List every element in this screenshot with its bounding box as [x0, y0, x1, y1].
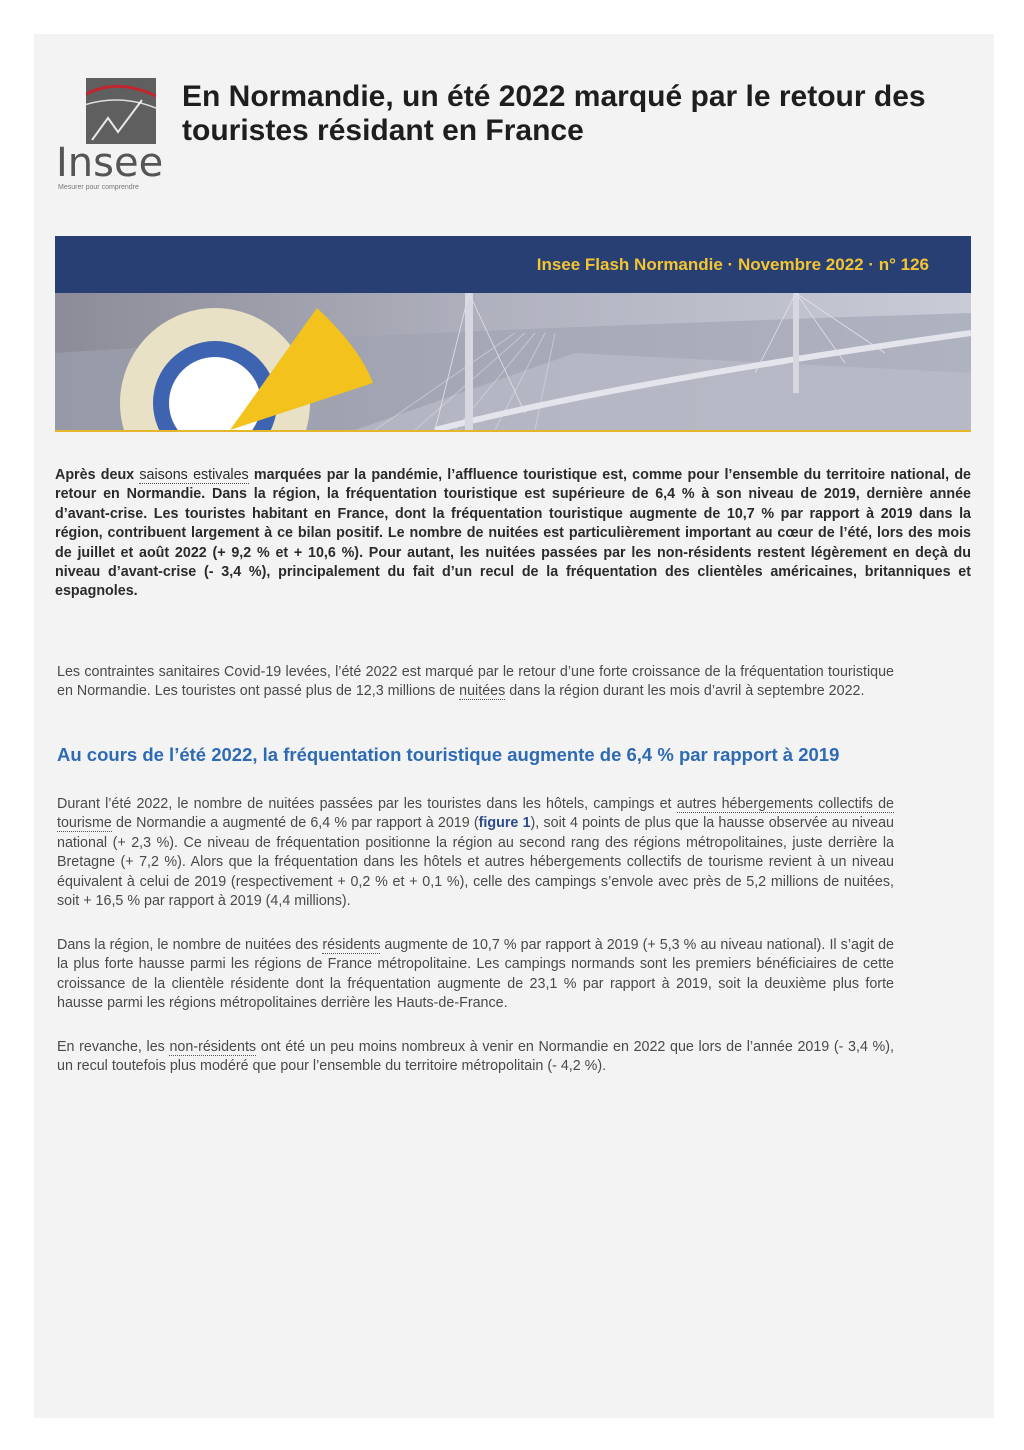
- logo-mark-graphic: [86, 78, 156, 144]
- publication-label: Insee Flash Normandie · Novembre 2022 · n° 126: [536, 255, 929, 274]
- page-title: En Normandie, un été 2022 marqué par le retour des touristes résidant en France: [182, 80, 926, 147]
- paragraph-3: [57, 1038, 894, 1077]
- glossary-link-nuitees[interactable]: nuitées: [459, 683, 506, 700]
- paragraph-2-text-1: Dans la région, le nombre de nuitées des: [57, 937, 323, 953]
- intro-text-2: dans la région durant les mois d’avril à septembre 2022.: [505, 683, 865, 700]
- paragraph-1-text-2: de Normandie a augmenté de 6,4 % par rapport à 2019 (: [111, 815, 479, 832]
- insee-tagline: Mesurer pour comprendre: [58, 184, 139, 191]
- paragraph-2: [57, 936, 894, 1014]
- section-heading: Au cours de l’été 2022, la fréquentation touristique augmente de 6,4 % par rapport à 2019: [57, 744, 840, 765]
- paragraph-1-text-1: Durant l’été 2022, le nombre de nuitées passées par les touristes dans les hôtels, campings et: [57, 796, 677, 812]
- figure-1-link[interactable]: figure 1: [478, 815, 531, 832]
- glossary-link-hebergements[interactable]: autres hébergements collectifs de tourisme: [57, 796, 895, 832]
- insee-logo[interactable]: [56, 78, 164, 196]
- intro-paragraph: [57, 663, 894, 702]
- banner-illustration: [55, 293, 971, 432]
- paragraph-3-text-1: En revanche, les: [57, 1039, 170, 1055]
- paragraph-3-text-2: ont été un peu moins nombreux à venir en Normandie en 2022 que lors de l’année 2019 (- 3,4 %), un recul toutefois plus modéré que pour l’ensemble du territoire métropolitain (- 4,2 %).: [57, 1039, 894, 1075]
- bridge-illustration: [55, 293, 971, 430]
- glossary-link-residents[interactable]: résidents: [322, 937, 381, 953]
- summary-text-2: marquées par la pandémie, l’affluence touristique est, comme pour l’ensemble du territoire national, de retour en Normandie. Dans la région, la fréquentation touristique est supérieure de 6,4 % à son niveau de 2019, dernière année d’avant-crise. Les touristes habitant en France, dont la fréquentation touristique augmente de 10,7 % par rapport à 2019 dans la région, contribuent largement à ce bilan positif. Le nombre de nuitées est particulièrement important au cœur de l’été, lors des mois de juillet et août 2022 (+ 9,2 % et + 10,6 %). Pour autant, les nuitées passées par les non-résidents restent légèrement en deçà du niveau d’avant-crise (- 3,4 %), principalement du fait d’un recul de la fréquentation des clientèles américaines, britanniques et espagnoles.: [55, 467, 972, 600]
- paragraph-1-text-3: ), soit 4 points de plus que la hausse observée au niveau national (+ 2,3 %). Ce niveau de fréquentation positionne la région au second rang des régions métropolitaines, juste derrière la Bretagne (+ 7,2 %). Alors que la fréquentation dans les hôtels et autres hébergements collectifs de tourisme revient à un niveau équivalent à celui de 2019 (respectivement + 0,2 % et + 0,1 %), celle des campings s’envole avec près de 5,2 millions de nuitées, soit + 16,5 % par rapport à 2019 (4,4 millions).: [57, 815, 894, 910]
- glossary-link-saisons[interactable]: saisons estivales: [139, 467, 249, 483]
- insee-wordmark: Insee: [56, 140, 164, 186]
- publication-banner: [55, 236, 971, 293]
- summary-text-1: Après deux: [55, 467, 140, 483]
- paragraph-2-text-2: augmente de 10,7 % par rapport à 2019 (+ 5,3 % au niveau national). Il s’agit de la plus forte hausse parmi les régions de France métropolitaine. Les campings normands sont les premiers bénéficiaires de cette croissance de la clientèle résidente dont la fréquentation augmente de 23,1 % par rapport à 2019, soit la deuxième plus forte hausse parmi les régions métropolitaines derrière les Hauts-de-France.: [57, 937, 895, 1012]
- paragraph-1: [57, 795, 894, 911]
- glossary-link-non-residents[interactable]: non-résidents: [169, 1039, 257, 1055]
- insee-logo-mark: [86, 78, 156, 144]
- summary-paragraph: [55, 466, 971, 602]
- intro-text-1: Les contraintes sanitaires Covid-19 levées, l’été 2022 est marqué par le retour d’une forte croissance de la fréquentation touristique en Normandie. Les touristes ont passé plus de 12,3 millions de: [57, 664, 894, 700]
